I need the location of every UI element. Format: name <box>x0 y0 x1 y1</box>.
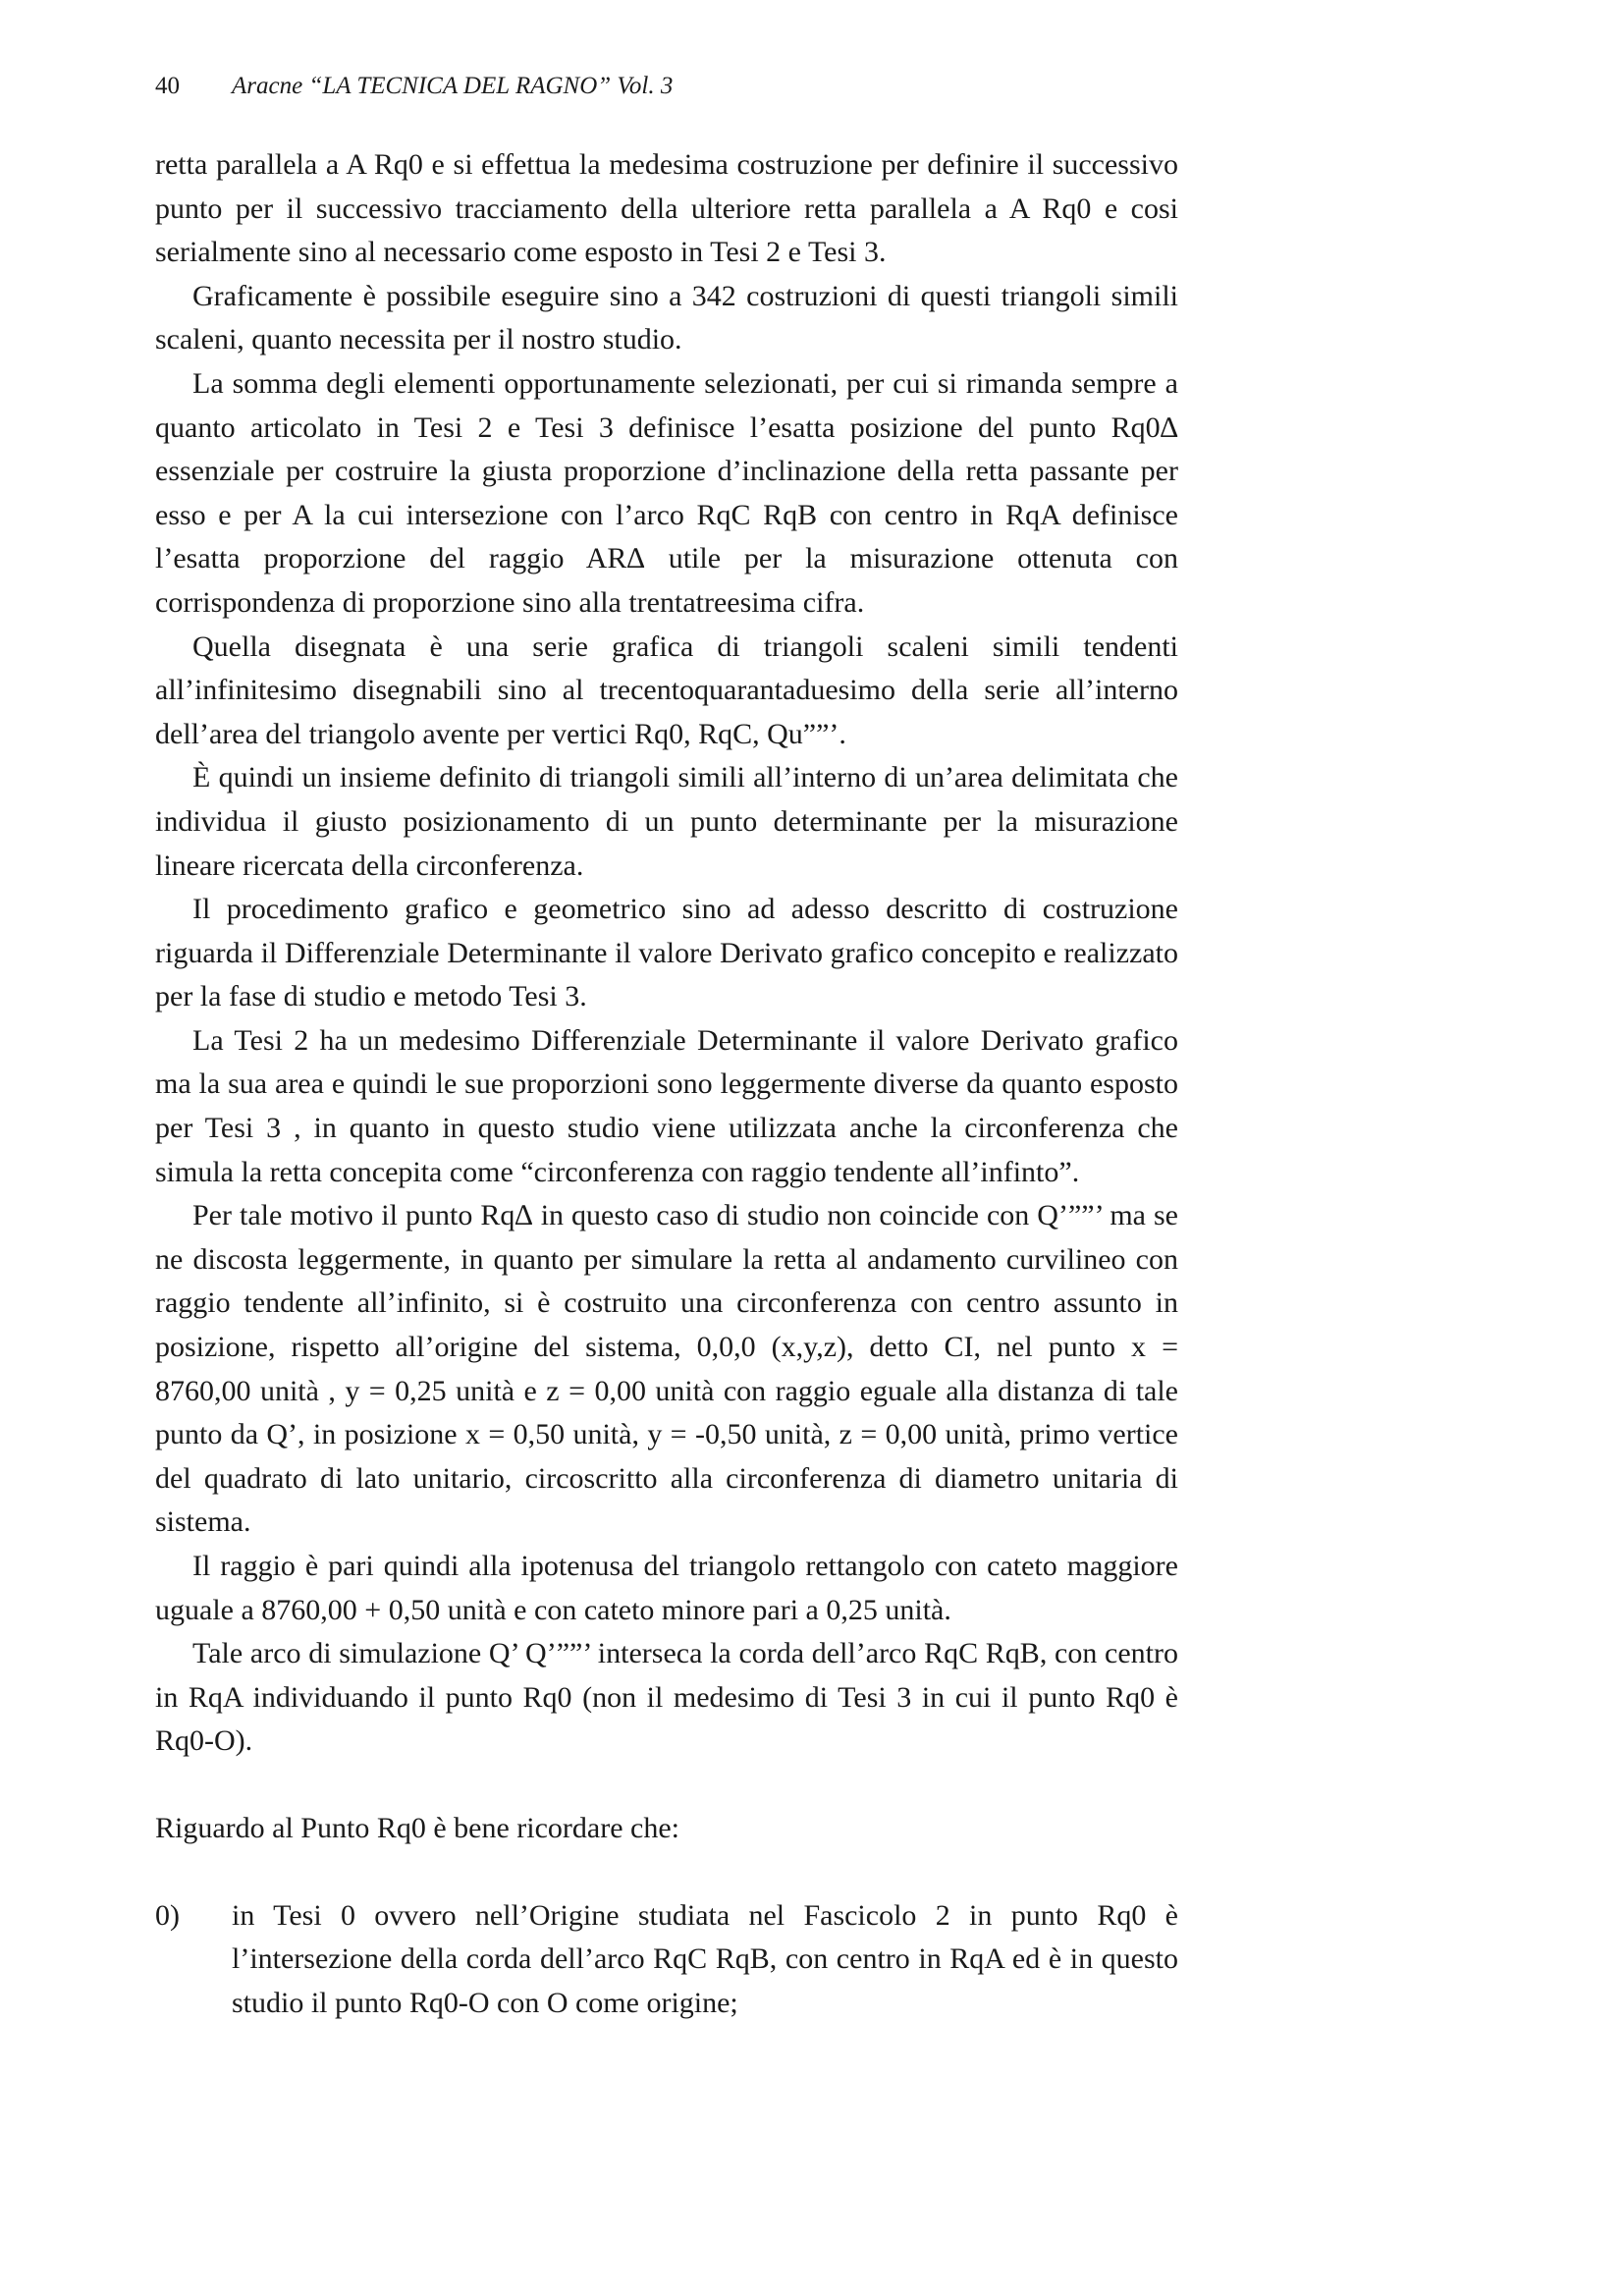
paragraph: La somma degli elementi opportunamente selezionati, per cui si rimanda sempre a quanto articolato in Tesi 2 e Tesi 3 definisce l’esatta posizione del punto Rq0∆ essenziale per costruire la giusta proporzione d’inclinazione della retta passante per esso e per A la cui intersezione con l’arco RqC RqB con centro in RqA definisce l’esatta proporzione del raggio AR∆ utile per la misurazione ottenuta con corrispondenza di proporzione sino alla trentatreesima cifra. <box>155 366 1178 619</box>
list-item-text: in Tesi 0 ovvero nell’Origine studiata nel Fascicolo 2 in punto Rq0 è l’intersezione della corda dell’arco RqC RqB, con centro in RqA ed è in questo studio il punto Rq0-O con O come origine; <box>232 1898 1178 2019</box>
body-text <box>155 143 1178 2025</box>
page-number: 40 <box>155 73 180 99</box>
paragraph: Graficamente è possibile eseguire sino a 342 costruzioni di questi triangoli simili scaleni, quanto necessita per il nostro studio. <box>155 279 1178 356</box>
paragraph: Per tale motivo il punto Rq∆ in questo caso di studio non coincide con Q’””’ ma se ne discosta leggermente, in quanto per simulare la retta al andamento curvilineo con raggio tendente all’infinito, si è costruito una circonferenza con centro assunto in posizione, rispetto all’origine del sistema, 0,0,0 (x,y,z), detto CI, nel punto x = 8760,00 unità , y = 0,25 unità e z = 0,00 unità con raggio eguale alla distanza di tale punto da Q’, in posizione x = 0,50 unità, y = -0,50 unità, z = 0,00 unità, primo vertice del quadrato di lato unitario, circoscritto alla circonferenza di diametro unitaria di sistema. <box>155 1199 1178 1539</box>
paragraph: Quella disegnata è una serie grafica di triangoli scaleni simili tendenti all’infinitesimo disegnabili sino al trecentoquarantaduesimo della serie all’interno dell’area del triangolo avente per vertici Rq0, RqC, Qu””’. <box>155 629 1178 750</box>
paragraph: Il procedimento grafico e geometrico sino ad adesso descritto di costruzione riguarda il Differenziale Determinante il valore Derivato grafico concepito e realizzato per la fase di studio e metodo Tesi 3. <box>155 893 1178 1013</box>
page-header <box>155 73 673 100</box>
paragraph: Il raggio è pari quindi alla ipotenusa del triangolo rettangolo con cateto maggiore uguale a 8760,00 + 0,50 unità e con cateto minore pari a 0,25 unità. <box>155 1550 1178 1626</box>
paragraph: Tale arco di simulazione Q’ Q’””’ interseca la corda dell’arco RqC RqB, con centro in RqA individuando il punto Rq0 (non il medesimo di Tesi 3 in cui il punto Rq0 è Rq0-O). <box>155 1637 1178 1758</box>
list-item <box>155 1894 1178 2026</box>
running-title: Aracne “LA TECNICA DEL RAGNO” Vol. 3 <box>232 73 674 99</box>
list-item-number: 0) <box>155 1898 180 1932</box>
paragraph: La Tesi 2 ha un medesimo Differenziale Determinante il valore Derivato grafico ma la sua area e quindi le sue proporzioni sono leggermente diverse da quanto esposto per Tesi 3 , in quanto in questo studio viene utilizzata anche la circonferenza che simula la retta concepita come “circonferenza con raggio tendente all’infinto”. <box>155 1023 1178 1188</box>
paragraph: È quindi un insieme definito di triangoli simili all’interno di un’area delimitata che individua il giusto posizionamento di un punto determinante per la misurazione lineare ricercata della circonferenza. <box>155 761 1178 882</box>
intro-line: Riguardo al Punto Rq0 è bene ricordare che: <box>155 1811 679 1844</box>
paragraph: retta parallela a A Rq0 e si effettua la medesima costruzione per definire il successivo punto per il successivo tracciamento della ulteriore retta parallela a A Rq0 e cosi serialmente sino al necessario come esposto in Tesi 2 e Tesi 3. <box>155 148 1178 269</box>
